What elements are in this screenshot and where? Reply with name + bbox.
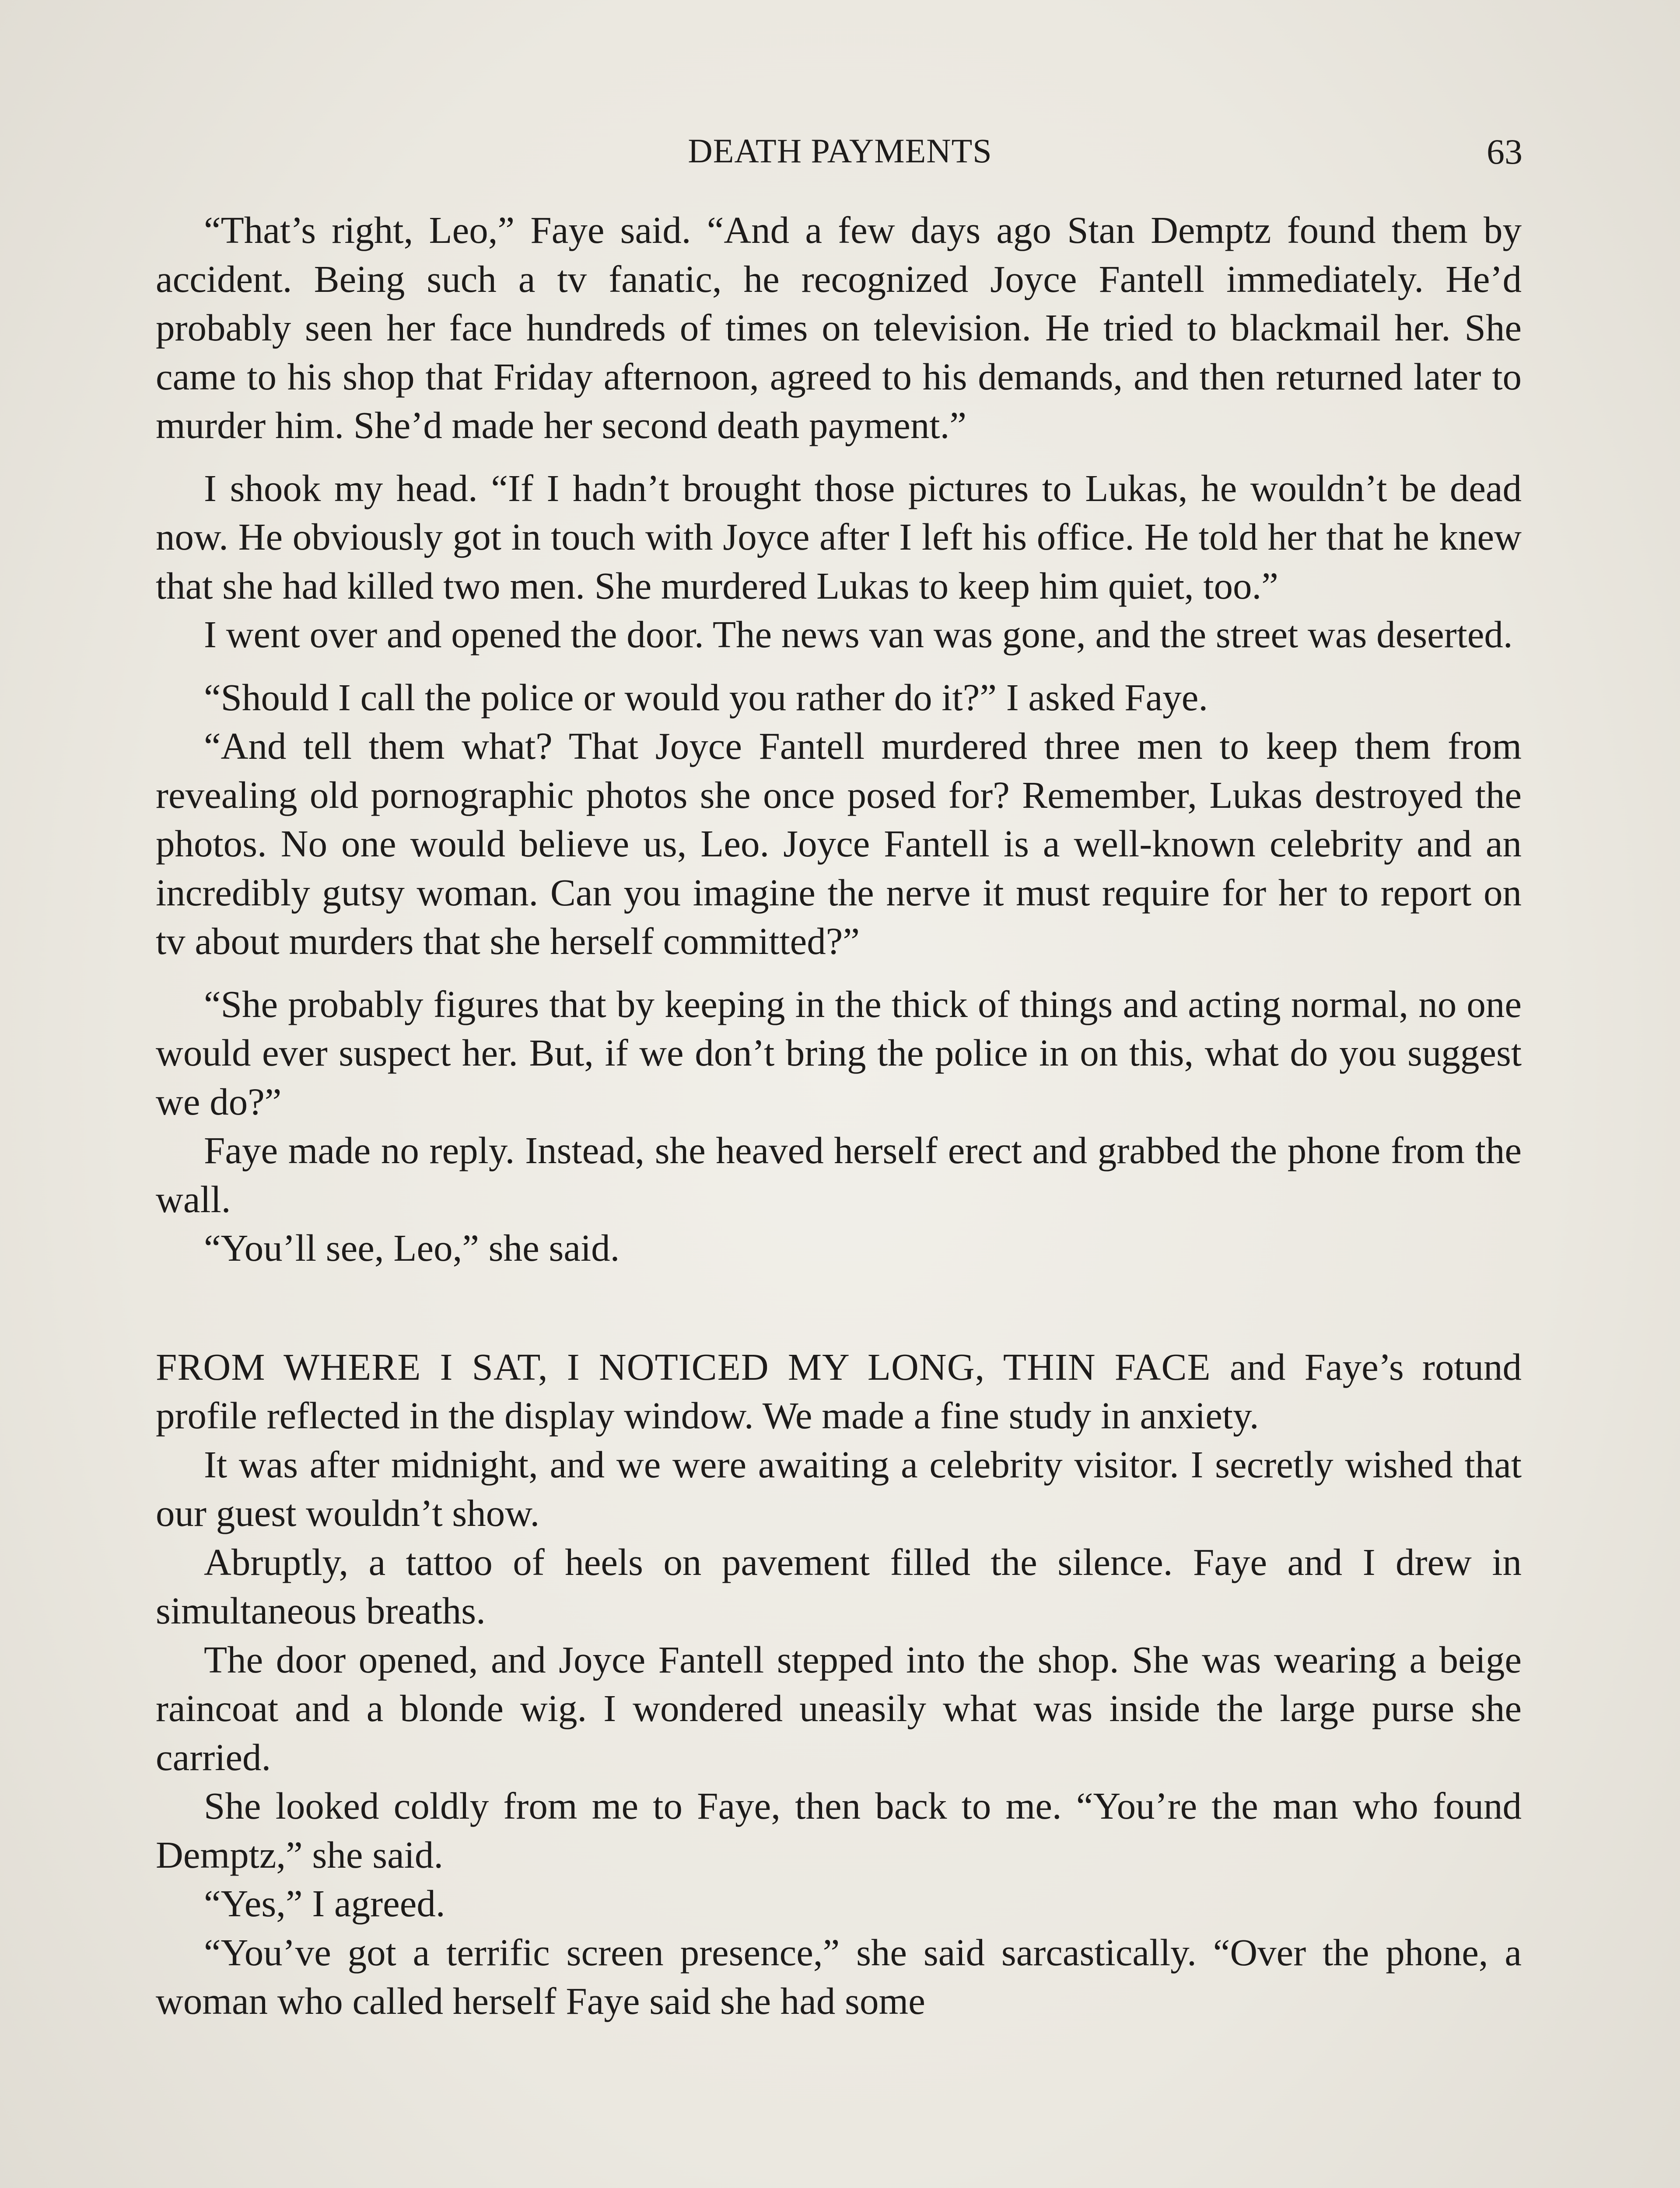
paragraph: “Yes,” I agreed. [204, 1882, 445, 1925]
page-number: 63 [1487, 132, 1522, 172]
section-opening-rest: Faye’s rotund profile reflected in the display window. We made a fine study in anxiety. [156, 1345, 1522, 1437]
paragraph: “You’ll see, Leo,” she said. [204, 1227, 620, 1269]
paragraph: “Should I call the police or would you rather do it?” I asked Faye. [204, 676, 1208, 719]
paragraph: Faye made no reply. Instead, she heaved herself erect and grabbed the phone from the wall. [156, 1129, 1522, 1220]
running-head: DEATH PAYMENTS [688, 132, 992, 170]
paragraph: The door opened, and Joyce Fantell stepped into the shop. She was wearing a beige raincoat and a blonde wig. I wondered uneasily what was inside the large purse she carried. [156, 1638, 1522, 1778]
section-opening-paragraph [156, 1343, 1522, 1440]
section-opening: FROM WHERE I SAT, I NOTICED MY LONG, THIN FACE and [156, 1345, 1286, 1388]
paragraph: I shook my head. “If I hadn’t brought those pictures to Lukas, he wouldn’t be dead now. He obviously got in touch with Joyce after I left his office. He told her that he knew that she had killed two men. She murdered Lukas to keep him quiet, too.” [156, 466, 1522, 607]
paragraph: “And tell them what? That Joyce Fantell murdered three men to keep them from revealing old pornographic photos she once posed for? Remember, Lukas destroyed the photos. No one would believe us, Leo. Joyce Fantell is a well-known celebrity and an incredibly gutsy woman. Can you imagine the nerve it must require for her to report on tv about murders that she herself committed?” [156, 725, 1522, 962]
paragraph: Abruptly, a tattoo of heels on pavement filled the silence. Faye and I drew in simultaneous breaths. [156, 1540, 1522, 1632]
paragraph: I went over and opened the door. The news van was gone, and the street was deserted. [204, 613, 1513, 656]
paragraph: “You’ve got a terrific screen presence,” she said sarcastically. “Over the phone, a woman who called herself Faye said she had some [156, 1931, 1522, 2022]
paragraph: “That’s right, Leo,” Faye said. “And a few days ago Stan Demptz found them by accident. Being such a tv fanatic, he recognized Joyce Fantell immediately. He’d probably seen her face hundreds of times on television. He tried to blackmail her. She came to his shop that Friday afternoon, agreed to his demands, and then returned later to murder him. She’d made her second death payment.” [156, 209, 1522, 446]
page-header [158, 131, 1522, 184]
paragraph: She looked coldly from me to Faye, then back to me. “You’re the man who found Demptz,” she said. [156, 1785, 1522, 1876]
paragraph: It was after midnight, and we were awaiting a celebrity visitor. I secretly wished that our guest wouldn’t show. [156, 1443, 1522, 1534]
paragraph: “She probably figures that by keeping in the thick of things and acting normal, no one would ever suspect her. But, if we don’t bring the police in on this, what do you suggest we do?” [156, 982, 1522, 1123]
body-text [156, 206, 1522, 2026]
